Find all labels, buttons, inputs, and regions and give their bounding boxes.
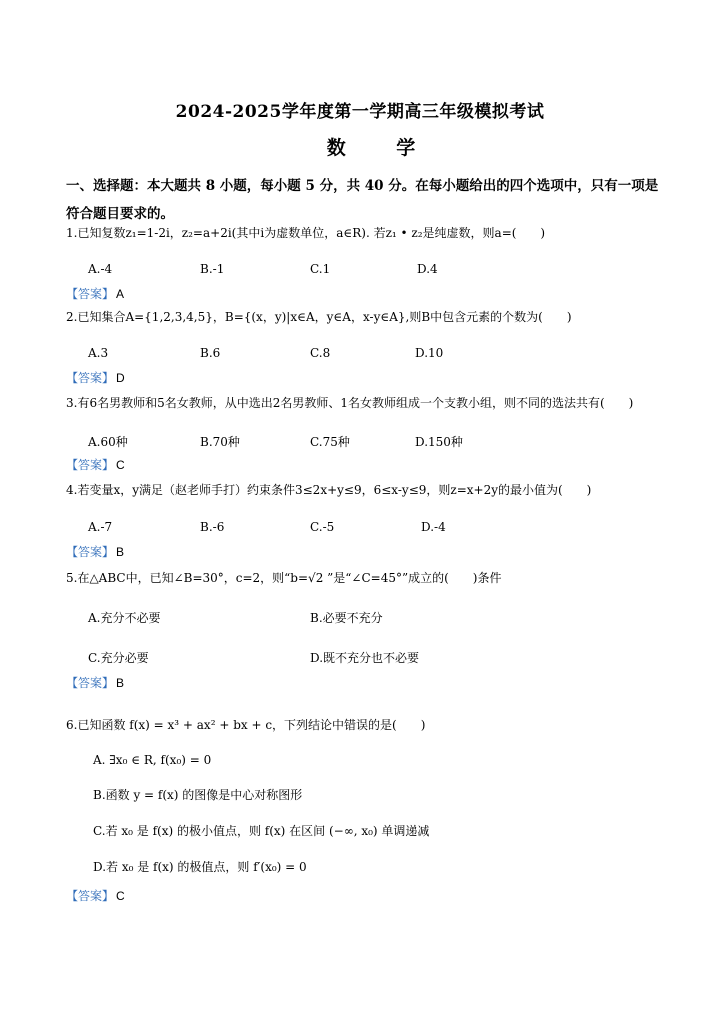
q4-option-b: B.-6 [200, 520, 225, 534]
q5-answer-value: B [116, 676, 125, 690]
q5-option-c: C.充分必要 [88, 651, 149, 665]
q4-option-a: A.-7 [88, 520, 113, 534]
q2-option-c: C.8 [310, 346, 331, 360]
answer-tag: 【答案】 [66, 676, 115, 690]
q5-answer [66, 674, 124, 691]
q4-option-c: C.-5 [310, 520, 335, 534]
q6-option-b: B.函数 y = f(x) 的图像是中心对称图形 [93, 788, 303, 802]
q1-answer-value: A [116, 287, 125, 301]
q3-answer-value: C [116, 458, 125, 472]
answer-tag: 【答案】 [66, 889, 115, 903]
answer-tag: 【答案】 [66, 287, 115, 301]
q5-option-a: A.充分不必要 [88, 611, 161, 625]
question-3-stem: 3.有6名男教师和5名女教师，从中选出2名男教师、1名女教师组成一个支教小组，则不同的选法共有( ) [66, 396, 634, 410]
section-instructions: 一、选择题：本大题共 8 小题，每小题 5 分，共 40 分。在每小题给出的四个选项中，只有一项是符合题目要求的。 [66, 178, 659, 222]
q1-option-b: B.-1 [200, 262, 225, 276]
q6-answer-value: C [116, 889, 125, 903]
answer-tag: 【答案】 [66, 458, 115, 472]
q3-answer [66, 456, 125, 473]
q2-option-d: D.10 [415, 346, 444, 360]
q2-option-a: A.3 [88, 346, 109, 360]
q2-answer-value: D [116, 371, 125, 385]
q6-option-a: A. ∃x₀ ∈ R, f(x₀) = 0 [93, 753, 212, 767]
q5-option-d: D.既不充分也不必要 [310, 651, 420, 665]
q2-option-b: B.6 [200, 346, 221, 360]
question-4-stem: 4.若变量x，y满足（赵老师手打）约束条件3≤2x+y≤9，6≤x-y≤9，则z=x+2y的最小值为( ) [66, 483, 592, 497]
question-2-stem: 2.已知集合A={1,2,3,4,5}，B={(x，y)|x∈A，y∈A，x-y∈A},则B中包含元素的个数为( ) [66, 310, 572, 324]
q3-option-b: B.70种 [200, 435, 240, 449]
q4-answer-value: B [116, 545, 125, 559]
answer-tag: 【答案】 [66, 371, 115, 385]
q6-option-c: C.若 x₀ 是 f(x) 的极小值点，则 f(x) 在区间 (−∞, x₀) 单调递减 [93, 824, 430, 838]
q4-answer [66, 543, 124, 560]
q3-option-c: C.75种 [310, 435, 350, 449]
question-1-stem: 1.已知复数z₁=1-2i，z₂=a+2i(其中i为虚数单位，a∈R). 若z₁ • z₂是纯虚数，则a=( ) [66, 226, 546, 240]
q6-option-d: D.若 x₀ 是 f(x) 的极值点，则 f′(x₀) = 0 [93, 860, 307, 874]
exam-title: 2024-2025学年度第一学期高三年级模拟考试 [175, 102, 545, 122]
q5-option-b: B.必要不充分 [310, 611, 383, 625]
answer-tag: 【答案】 [66, 545, 115, 559]
question-6-stem: 6.已知函数 f(x) = x³ + ax² + bx + c，下列结论中错误的是( ) [66, 718, 426, 732]
q3-option-a: A.60种 [88, 435, 128, 449]
subject-title: 数 学 [326, 137, 438, 159]
q1-answer [66, 285, 124, 302]
q1-option-d: D.4 [417, 262, 438, 276]
q1-option-a: A.-4 [88, 262, 113, 276]
question-5-stem: 5.在△ABC中，已知∠B=30°，c=2，则“b=√2 ”是“∠C=45°”成立的( )条件 [66, 571, 502, 585]
q3-option-d: D.150种 [415, 435, 463, 449]
q4-option-d: D.-4 [421, 520, 446, 534]
q6-answer [66, 887, 125, 904]
q2-answer [66, 369, 125, 386]
q1-option-c: C.1 [310, 262, 331, 276]
